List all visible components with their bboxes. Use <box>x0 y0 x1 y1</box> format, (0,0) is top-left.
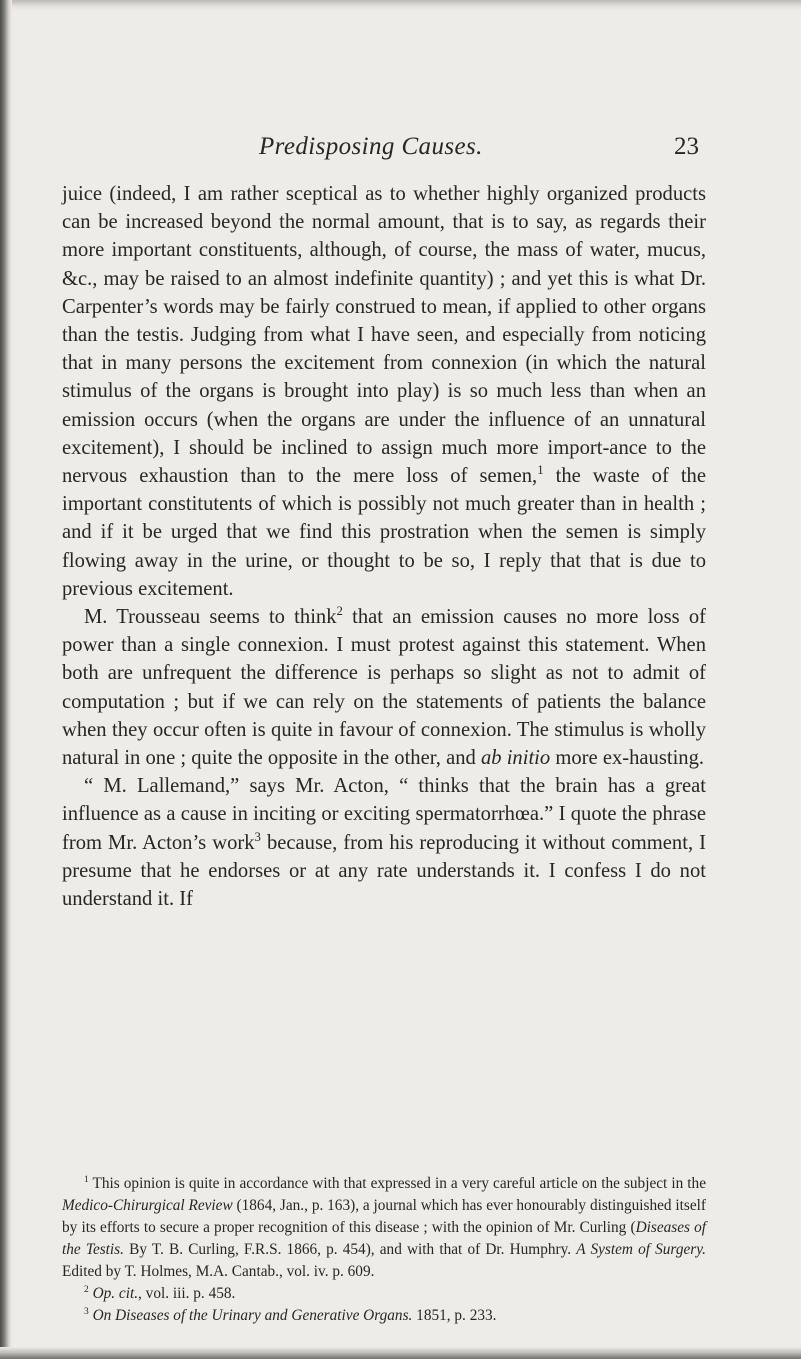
footnote-1 <box>62 1173 706 1283</box>
paragraph-3-text-b: because, from his reproducing it without comment, I presume that he endorses or at any rate understands it. I confess I do not understand it. If <box>62 831 706 911</box>
running-head <box>259 132 699 168</box>
footnote-1-number: 1 <box>84 1174 89 1185</box>
footnote-1-text-d: Edited by T. Holmes, M.A. Cantab., vol. iv. p. 609. <box>62 1263 375 1280</box>
footnote-3 <box>62 1305 706 1327</box>
footnote-3-italic: On Diseases of the Urinary and Generative Organs. <box>92 1307 413 1324</box>
footnote-3-text: 1851, p. 233. <box>412 1307 497 1324</box>
page-number: 23 <box>674 133 699 160</box>
footnote-1-text-a: This opinion is quite in accordance with that expressed in a very careful article on the subject in the <box>88 1175 706 1192</box>
footnotes <box>62 1173 706 1327</box>
page-top-edge-shadow <box>0 0 801 10</box>
footnote-2-italic: Op. cit. <box>92 1285 139 1302</box>
footnote-1-journal-title: Medico-Chirurgical Review <box>62 1197 233 1214</box>
body-text <box>62 180 706 913</box>
paragraph-2-text-c: more ex-hausting. <box>550 747 705 770</box>
footnote-2-text: , vol. iii. p. 458. <box>138 1285 236 1302</box>
paragraph-3 <box>62 772 706 913</box>
footnote-1-book-title-2: A System of Surgery. <box>576 1241 706 1258</box>
footnote-ref-1: 1 <box>537 463 544 478</box>
paragraph-2-text-a: M. Trousseau seems to think <box>84 606 337 629</box>
footnote-2-number: 2 <box>84 1284 89 1295</box>
paragraph-1-text-a: juice (indeed, I am rather sceptical as to whether highly organized products can be increased beyond the normal amount, that is to say, as regards their more important constituents, although, of course, the mass of water, mucus, &c., may be raised to an almost indefinite quantity) ; and yet this is what Dr. Carpenter’s words may be fairly construed to mean, if applied to other organs than the testis. Judging from what I have seen, and especially from noticing that in many persons the excitement from connexion (in which the natural stimulus of the organs is brought into play) is so much less than when an emission occurs (when the organs are under the influence of an unnatural excitement), I should be inclined to assign much more import-ance to the nervous exhaustion than to the mere loss of semen, <box>62 183 706 488</box>
paragraph-1 <box>62 180 706 603</box>
footnote-3-number: 3 <box>84 1306 89 1317</box>
running-head-title: Predisposing Causes. <box>259 133 483 160</box>
page-bottom-edge-shadow <box>0 1347 801 1359</box>
footnote-1-text-b: (1864, Jan., p. 163), a journal which has ever honourably distinguished itself by its efforts to secure a proper recognition of this disease ; with the opinion of Mr. Curling ( <box>62 1197 706 1236</box>
paragraph-1-text-b: the waste of the important constitutents of which is possibly not much greater than in health ; and if it be urged that we find this prostration when the semen is simply flowing away in the urine, or thought to be so, I reply that that is due to previous excitement. <box>62 465 706 600</box>
footnote-1-book-title-1: Diseases of the Testis. <box>62 1219 707 1258</box>
footnote-ref-2: 2 <box>336 604 343 619</box>
footnote-1-text-c: By T. B. Curling, F.R.S. 1866, p. 454), and with that of Dr. Humphry. <box>123 1241 577 1258</box>
paragraph-2-italic-phrase: ab initio <box>480 747 551 770</box>
paragraph-2 <box>62 603 706 772</box>
footnote-ref-3: 3 <box>254 829 261 844</box>
paragraph-2-text-b: that an emission causes no more loss of power than a single connexion. I must protest against this statement. When both are unfrequent the difference is perhaps so slight as not to admit of computation ; but if we can rely on the statements of patients the balance when they occur often is quite in favour of connexion. The stimulus is wholly natural in one ; quite the opposite in the other, and <box>62 606 706 770</box>
paragraph-3-text-a: “ M. Lallemand,” says Mr. Acton, “ thinks that the brain has a great influence as a cause in inciting or exciting spermatorrhœa.” I quote the phrase from Mr. Acton’s work <box>62 775 706 854</box>
footnote-2 <box>62 1283 706 1305</box>
page-binding-edge <box>0 0 12 1359</box>
